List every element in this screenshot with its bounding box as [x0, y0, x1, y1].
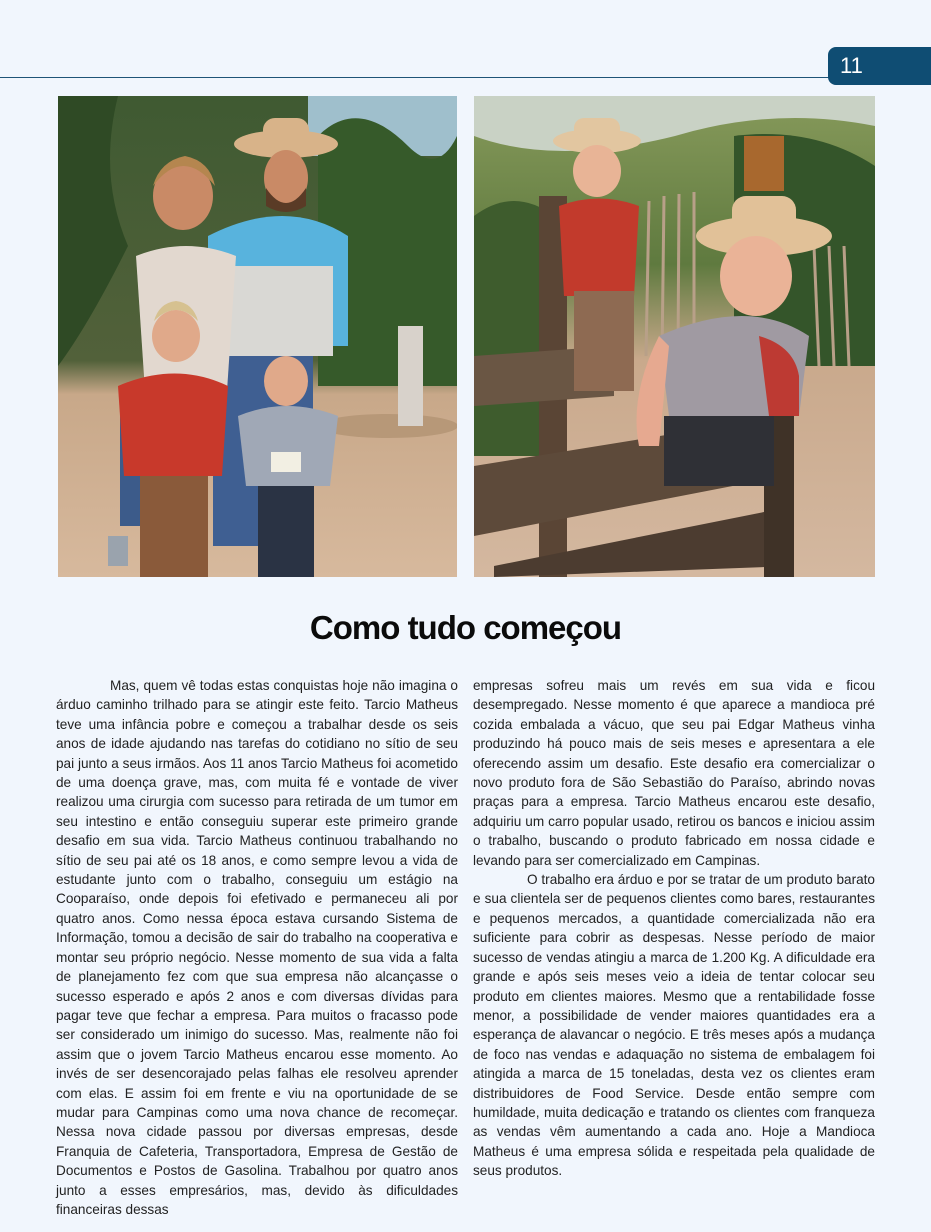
- article-paragraph: O trabalho era árduo e por se tratar de um produto barato e sua clientela ser de pequenos clientes como bares, restaurantes e pequenos mercados, a quantidade comercializada não era suficiente para cobrir as despesas. Nesse período de maior sucesso de vendas atingiu a marca de 1.200 Kg. A dificuldade era grande e após seis meses veio a ideia de tentar colocar seu produto em clientes maiores. Mesmo que a rentabilidade fosse menor, a possibilidade de vender maiores quantidades era a esperança de alavancar o negócio. E três meses após a mudança de foco nas vendas e adaquação no sistema de embalagem foi atingida a marca de 15 toneladas, desta vez os clientes eram distribuidores de Food Service. Desde então sempre com humildade, muita dedicação e tratando os clientes com franqueza as vendas vêm aumentando a cada ano. Hoje a Mandioca Matheus é uma empresa sólida e respeitada pela qualidade de seus produtos.: [473, 872, 875, 1179]
- family-photo: [58, 96, 457, 577]
- article-column-right: [473, 676, 875, 1181]
- page-number: 11: [840, 53, 863, 78]
- boys-fence-photo: [474, 96, 875, 577]
- article-title: Como tudo começou: [309, 609, 622, 646]
- header-rule: [0, 77, 829, 78]
- page-number-tab: [828, 47, 931, 85]
- article-paragraph: Mas, quem vê todas estas conquistas hoje não imagina o árduo caminho trilhado para se atingir este feito. Tarcio Matheus teve uma infância pobre e começou a trabalhar desde os seis anos de idade ajudando nas tarefas do cotidiano no sítio de seu pai junto a seus irmãos. Aos 11 anos Tarcio Matheus foi acometido de uma doença grave, mas, com muita fé e vontade de viver realizou uma cirurgia com sucesso para retirada de um tumor em seu intestino e então conseguiu superar este primeiro grande desafio em sua vida. Tarcio Matheus continuou trabalhando no sítio de seu pai até os 18 anos, e como sempre levou a vida de estudante junto com o trabalho, conseguiu um estágio na Cooparaíso, onde depois foi efetivado e permaneceu ali por quatro anos. Como nessa época estava cursando Sistema de Informação, tomou a decisão de sair do trabalho na cooperativa e montar seu próprio negócio. Nesse momento de sua vida a falta de planejamento fez com que sua empresa não alcançasse o sucesso esperado e após 2 anos e com diversas dívidas para pagar teve que fechar a empresa. Para muitos o fracasso pode ser considerado um inimigo do sucesso. Mas, realmente não foi assim que o jovem Tarcio Matheus encarou esse momento. Ao invés de ser desencorajado pelas falhas ele resolveu aprender com elas. E assim foi em frente e viu na oportunidade de se mudar para Campinas como uma nova chance de recomeçar. Nessa nova cidade passou por diversas empresas, desde Franquia de Cafeteria, Transportadora, Empresa de Gestão de Documentos e Postos de Gasolina. Trabalhou por quatro anos junto a esses empresários, mas, devido às dificuldades financeiras dessas: [56, 678, 458, 1217]
- boys-fence-photo-illustration: [474, 96, 875, 577]
- family-photo-illustration: [58, 96, 457, 577]
- article-paragraph: empresas sofreu mais um revés em sua vida e ficou desempregado. Nesse momento é que aparece a mandioca pré cozida embalada a vácuo, que seu pai Edgar Matheus vinha produzindo há pouco mais de seis meses e apresentara a ele oferecendo assim um desafio. Este desafio era comercializar o novo produto fora de São Sebastião do Paraíso, abrindo novas praças para a empresa. Tarcio Matheus encarou este desafio, adquiriu um carro popular usado, retirou os bancos e iniciou assim o trabalho, buscando o produto fabricado em nossa cidade e levando para ser comercializado em Campinas.: [473, 678, 875, 868]
- article-column-left: [56, 676, 458, 1219]
